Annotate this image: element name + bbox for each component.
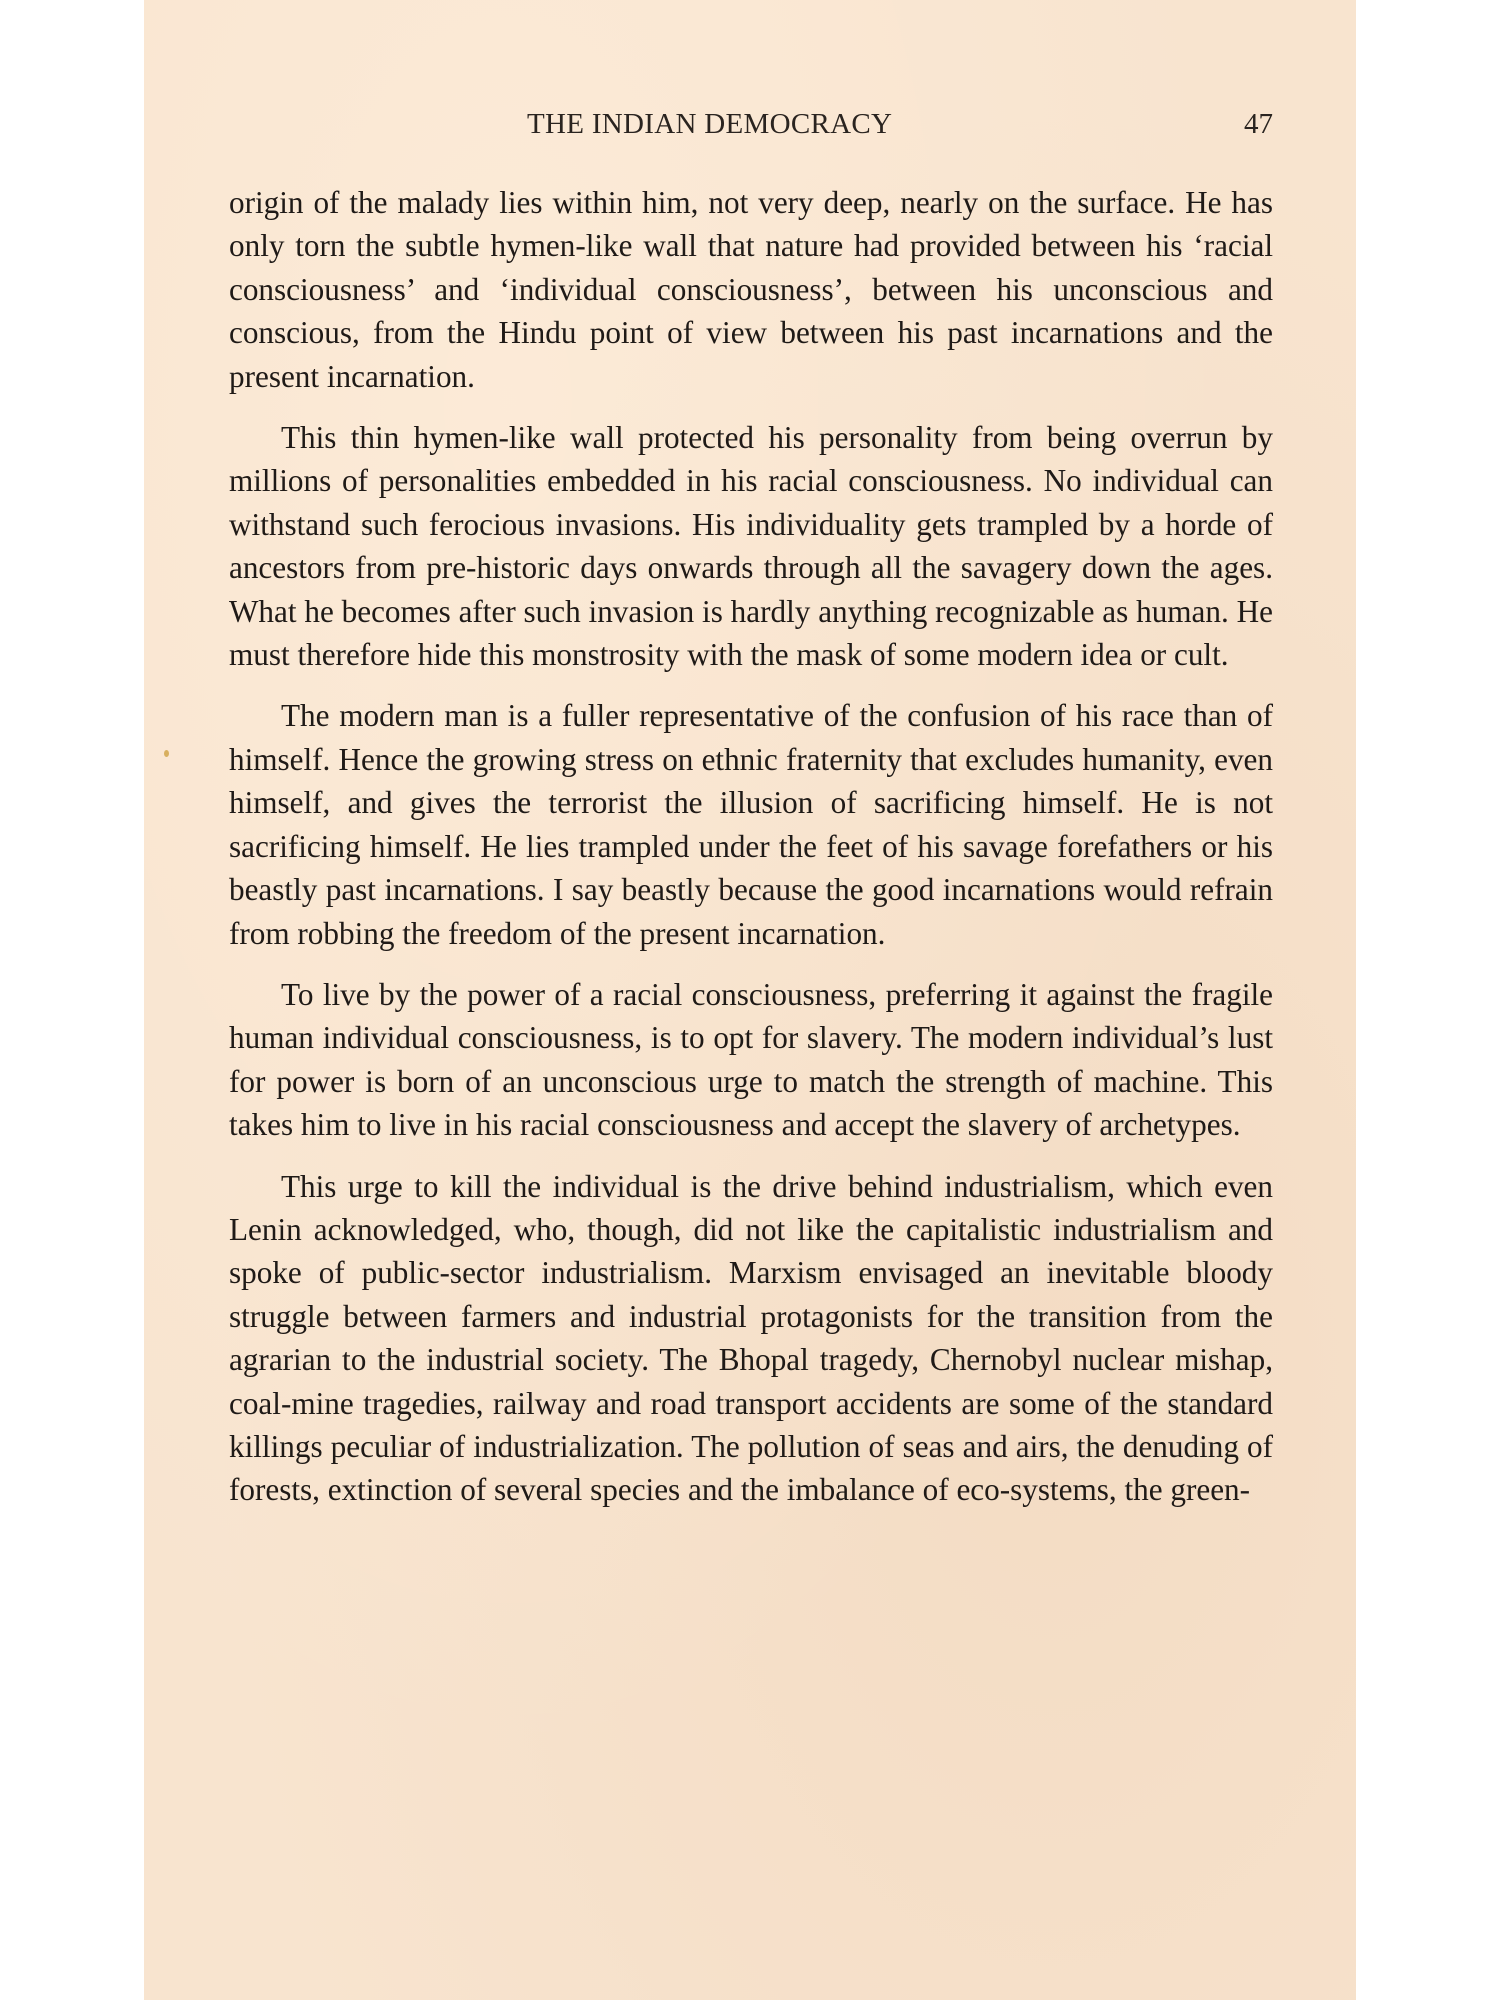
page-header: [527, 108, 1273, 148]
paragraph-4: To live by the power of a racial consciousness, preferring it against the fragile human individual consciousness, is to opt for slavery. The modern individual’s lust for power is born of an unconscious urge to match the strength of machine. This takes him to live in his racial consciousness and accept the slavery of archetypes.: [229, 976, 1273, 1143]
running-title: THE INDIAN DEMOCRACY: [527, 108, 893, 140]
paragraph-5: This urge to kill the individual is the drive behind industrialism, which even Lenin acknowledged, who, though, did not like the capitalistic industrialism and spoke of public-sector industrialism. Marxism envisaged an inevitable bloody struggle between farmers and industrial protagonists for the transition from the agrarian to the industrial society. The Bhopal tragedy, Chernobyl nuclear mishap, coal-mine tragedies, railway and road transport accidents are some of the standard killings peculiar of industrialization. The pollution of seas and airs, the denuding of forests, extinction of several species and the imbalance of eco-systems, the green-: [229, 1168, 1273, 1508]
paper-speck: [164, 750, 169, 757]
page-number: 47: [1244, 108, 1273, 140]
paragraph-1: origin of the malady lies within him, not very deep, nearly on the surface. He has only torn the subtle hymen-like wall that nature had provided between his ‘racial consciousness’ and ‘individual consciousness’, between his unconscious and conscious, from the Hindu point of view between his past incarnations and the present incarnation.: [229, 185, 1273, 394]
paragraph-3: The modern man is a fuller representative of the confusion of his race than of himself. Hence the growing stress on ethnic fraternity that excludes humanity, even himself, and gives the terrorist the illusion of sacrificing himself. He is not sacrificing himself. He lies trampled under the feet of his savage forefathers or his beastly past incarnations. I say beastly because the good incarnations would refrain from robbing the freedom of the present incarnation.: [229, 698, 1273, 951]
paragraph-2: This thin hymen-like wall protected his personality from being overrun by millions of personalities embedded in his racial consciousness. No individual can withstand such ferocious invasions. His individuality gets trampled by a horde of ancestors from pre-historic days onwards through all the savagery down the ages. What he becomes after such invasion is hardly anything recognizable as human. He must therefore hide this monstrosity with the mask of some modern idea or cult.: [229, 420, 1273, 673]
body-text: [229, 181, 1273, 1512]
